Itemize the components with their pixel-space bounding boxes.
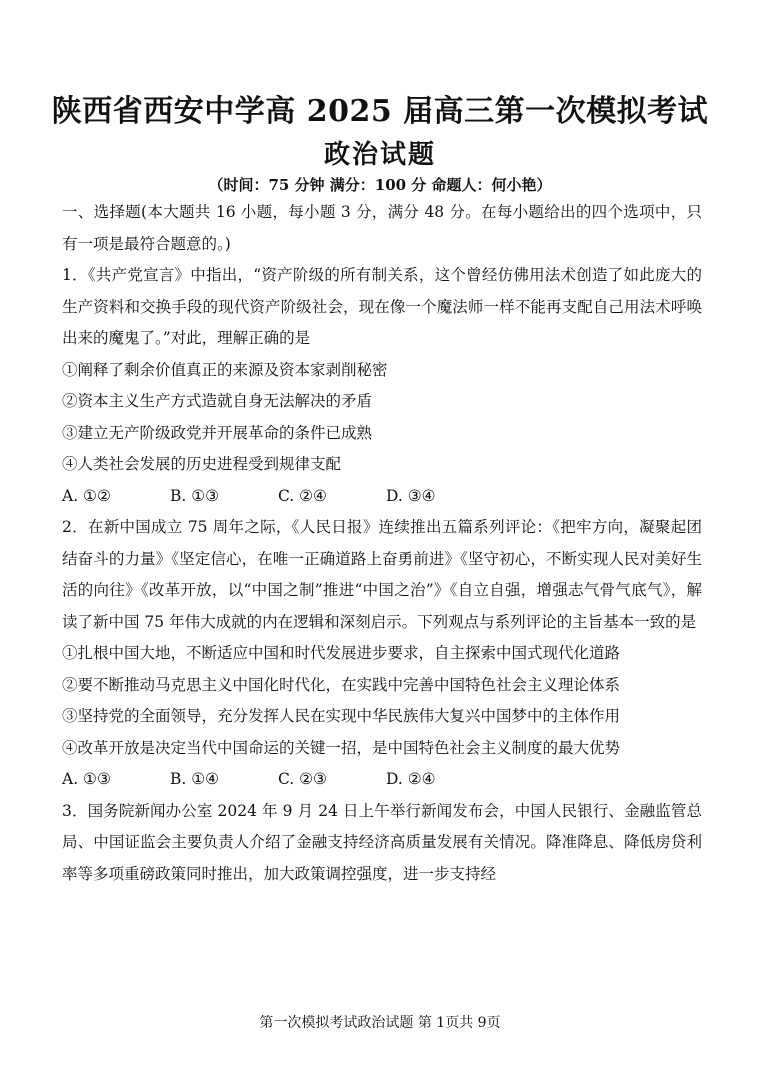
exam-body (62, 197, 702, 890)
question-1-stem: 1．《共产党宣言》中指出，“资产阶级的所有制关系，这个曾经仿佛用法术创造了如此庞大的生产资料和交换手段的现代资产阶级社会，现在像一个魔法师一样不能再支配自己用法术呼唤出来的魔鬼了。”对此，理解正确的是 (62, 266, 702, 347)
page-footer: 第一次模拟考试政治试题 第 1页共 9页 (259, 1015, 501, 1031)
question-1-option: ③建立无产阶级政党并开展革命的条件已成熟 (62, 423, 373, 442)
choice-d: D. ③④ (386, 486, 436, 505)
choice-b: B. ①③ (170, 486, 220, 505)
choice-a: A. ①③ (62, 770, 111, 788)
choice-c: C. ②④ (278, 486, 327, 505)
question-2-stem: 2．在新中国成立 75 周年之际，《人民日报》连续推出五篇系列评论：《把牢方向，凝聚起团结奋斗的力量》《坚定信心，在唯一正确道路上奋勇前进》《坚守初心，不断实现人民对美好生活的向往》《改革开放，以“中国之制”推进“中国之治”》《自立自强，增强志气骨气底气》，解读了新中国 75 年伟大成就的内在逻辑和深刻启示。下列观点与系列评论的主旨基本一致的是 (62, 518, 702, 631)
choice-b: B. ①④ (170, 770, 220, 788)
question-2-choices (62, 764, 702, 796)
choice-a: A. ①② (62, 486, 111, 505)
question-2-option: ④改革开放是决定当代中国命运的关键一招，是中国特色社会主义制度的最大优势 (62, 738, 621, 757)
choice-c: C. ②③ (278, 770, 327, 788)
exam-title: 陕西省西安中学高 2025 届高三第一次模拟考试 (51, 94, 709, 129)
question-1-choices (62, 481, 702, 513)
choice-d: D. ②④ (386, 770, 436, 788)
question-1-option: ④人类社会发展的历史进程受到规律支配 (62, 455, 342, 473)
question-3-stem: 3．国务院新闻办公室 2024 年 9 月 24 日上午举行新闻发布会，中国人民银行、金融监管总局、中国证监会主要负责人介绍了金融支持经济高质量发展有关情况。降准降息、降低房贷利率等多项重磅政策同时推出，加大政策调控强度，进一步支持经 (62, 801, 702, 883)
question-2-option: ①扎根中国大地，不断适应中国和时代发展进步要求，自主探索中国式现代化道路 (62, 644, 621, 662)
question-1-option: ①阐释了剩余价值真正的来源及资本家剥削秘密 (62, 360, 388, 379)
question-2-option: ③坚持党的全面领导，充分发挥人民在实现中华民族伟大复兴中国梦中的主体作用 (62, 707, 621, 725)
question-1-option: ②资本主义生产方式造就自身无法解决的矛盾 (62, 392, 373, 410)
question-2-option: ②要不断推动马克思主义中国化时代化，在实践中完善中国特色社会主义理论体系 (62, 675, 621, 694)
exam-subtitle: 政治试题 (323, 140, 436, 170)
exam-meta: （时间：75 分钟 满分：100 分 命题人：何小艳） (208, 176, 552, 194)
section-intro: 一、选择题(本大题共 16 小题，每小题 3 分，满分 48 分。在每小题给出的四个选项中，只有一项是最符合题意的。) (62, 203, 702, 253)
